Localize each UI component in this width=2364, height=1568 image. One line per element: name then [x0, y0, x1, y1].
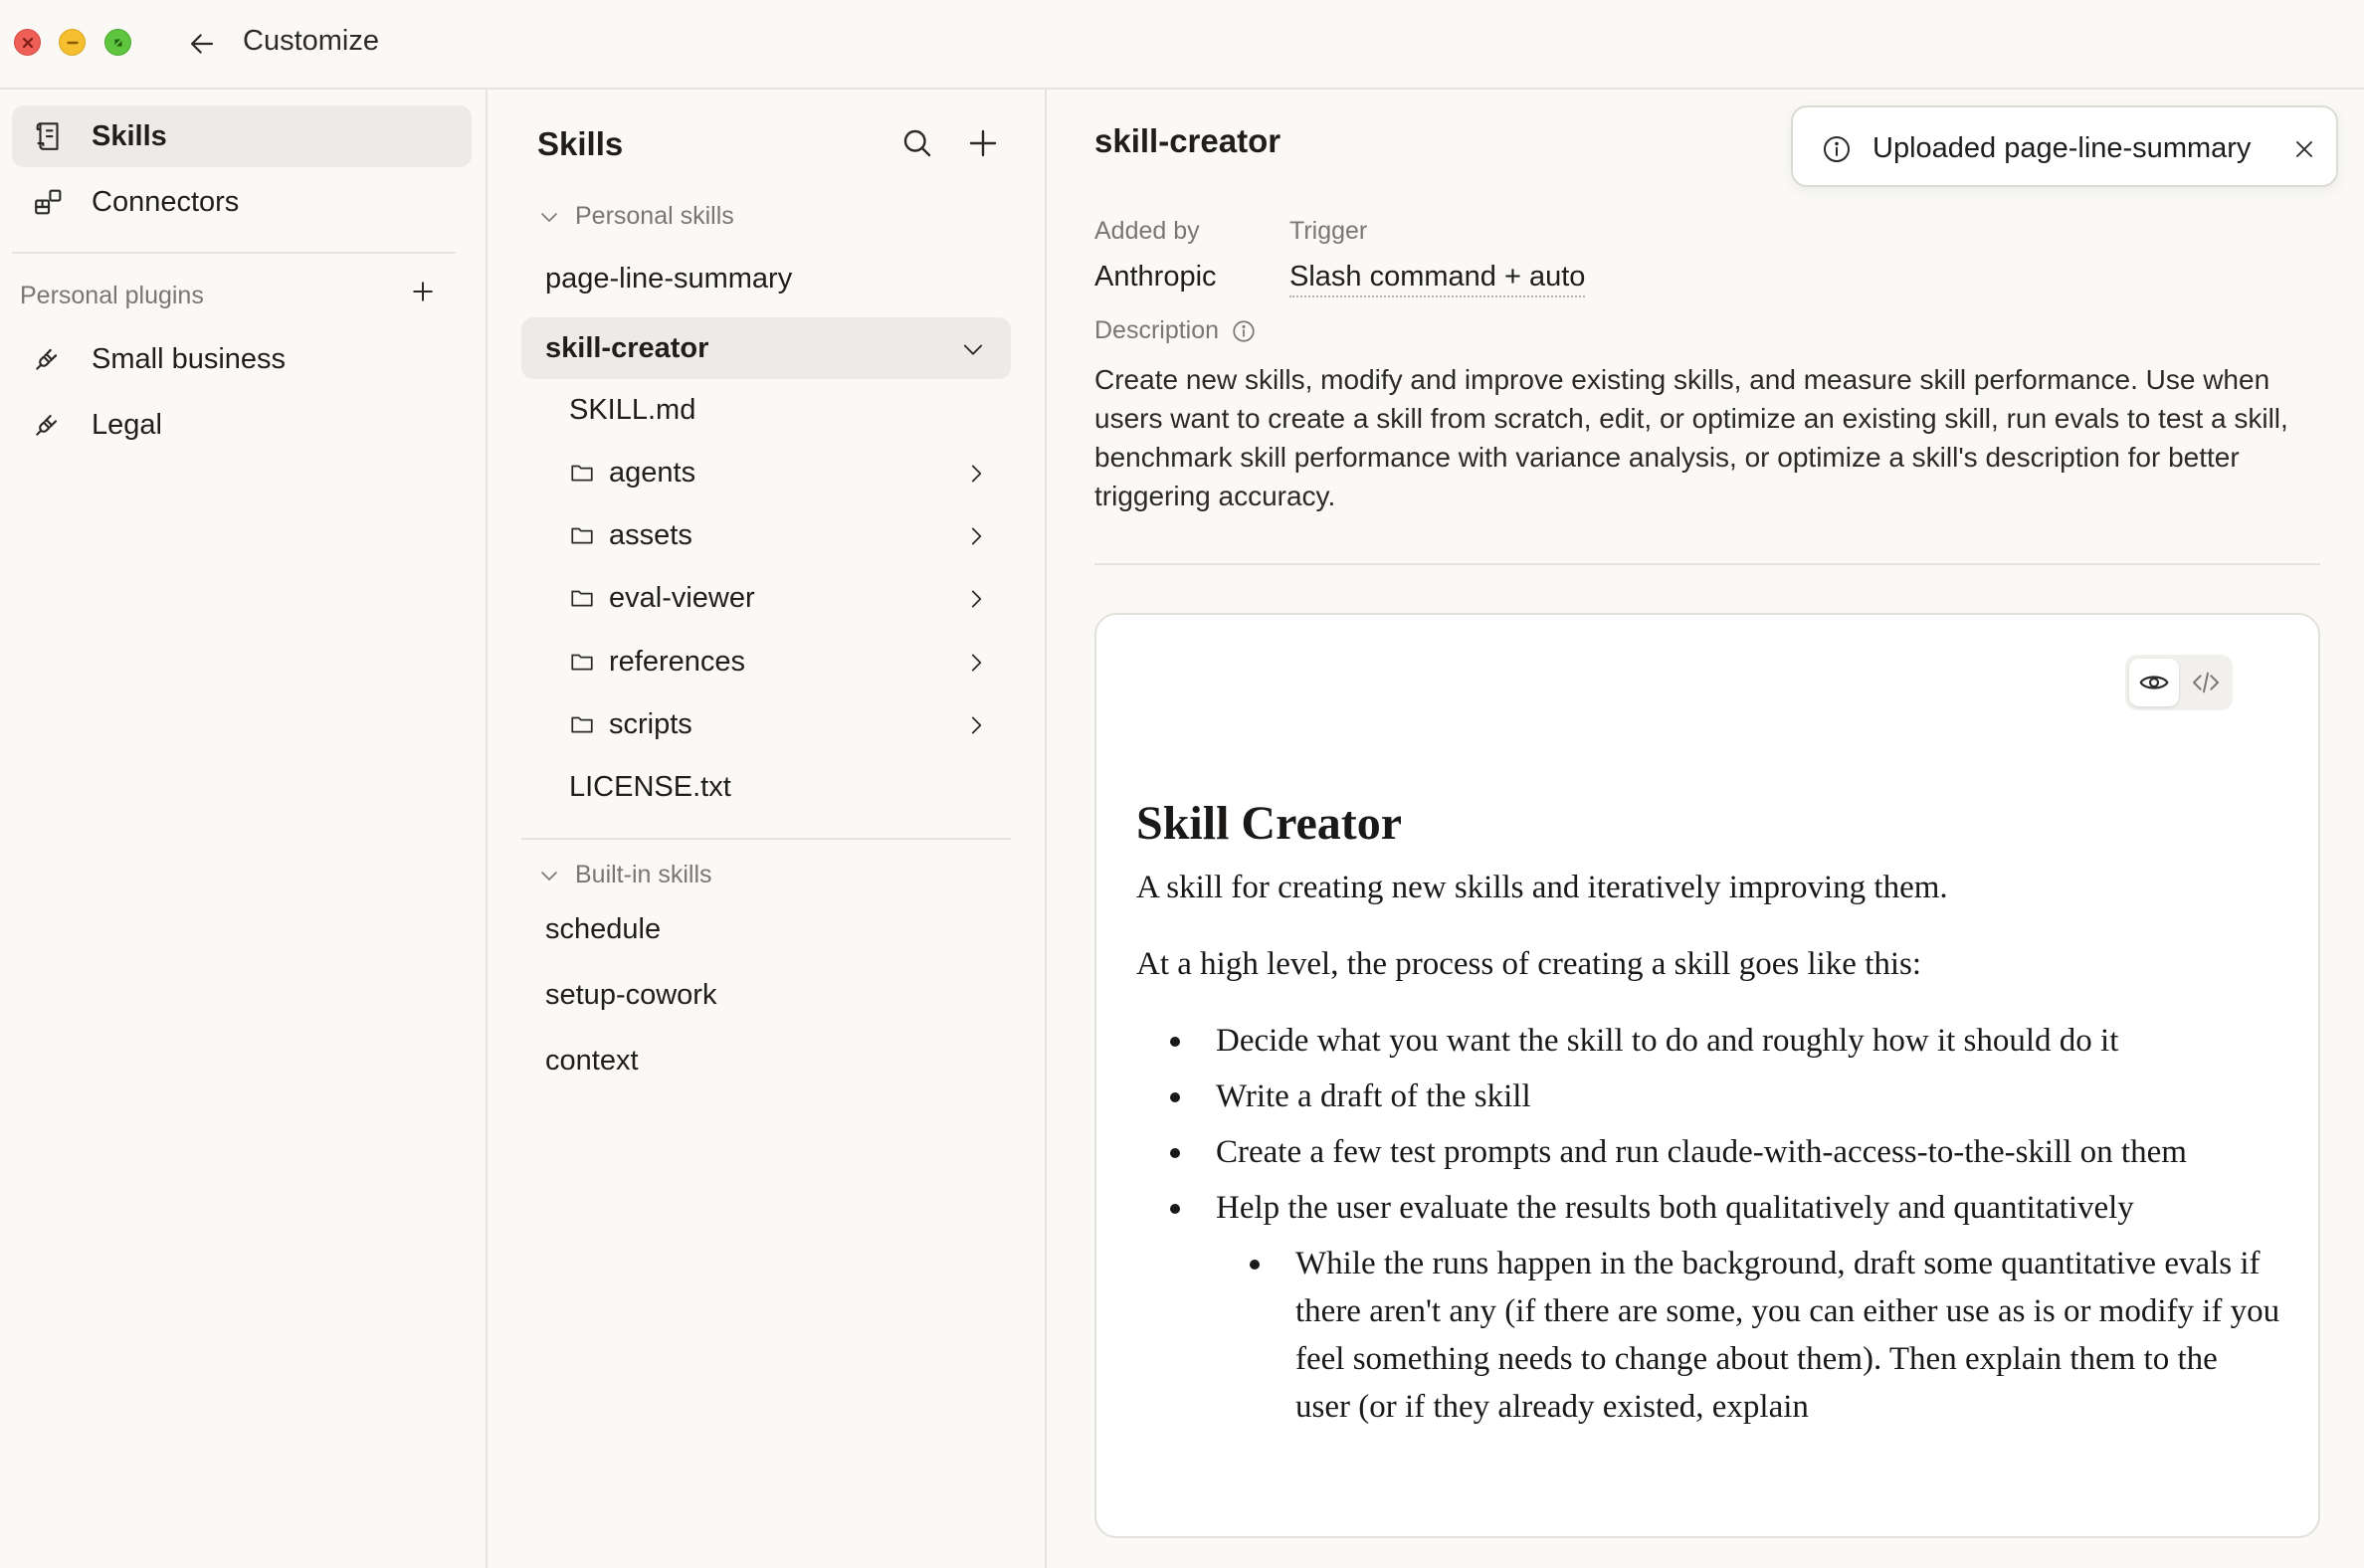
info-icon[interactable]: [1231, 318, 1257, 344]
file-label: LICENSE.txt: [569, 770, 731, 803]
trigger-label: Trigger: [1289, 217, 1368, 245]
preview-process-intro: At a high level, the process of creating a skill goes like this:: [1136, 946, 1922, 982]
divider: [1094, 563, 2320, 565]
divider: [521, 838, 1011, 840]
chevron-down-icon: [537, 205, 561, 229]
folder-item-scripts[interactable]: [569, 694, 1011, 754]
search-icon[interactable]: [899, 125, 935, 161]
divider: [12, 252, 456, 254]
skill-label: skill-creator: [545, 331, 709, 364]
sidebar-item-connectors[interactable]: [12, 171, 472, 233]
list-item: Create a few test prompts and run claude-with-access-to-the-skill on them: [1136, 1128, 2280, 1176]
sidebar-item-label: Small business: [92, 342, 287, 375]
info-icon: [1821, 133, 1853, 165]
personal-skills-toggle[interactable]: [537, 202, 734, 231]
plugins-heading: Personal plugins: [20, 282, 204, 309]
folder-icon: [569, 585, 595, 611]
skill-detail-panel: [1049, 90, 2364, 1568]
chevron-right-icon: [963, 712, 989, 738]
folder-label: assets: [609, 518, 692, 551]
upload-toast: [1791, 105, 2338, 187]
folder-label: scripts: [609, 707, 692, 740]
list-item: Write a draft of the skill: [1136, 1073, 2280, 1120]
skill-label: page-line-summary: [545, 262, 793, 294]
panel-title: Skills: [537, 125, 624, 162]
sidebar-item-small-business[interactable]: [12, 328, 472, 390]
folder-item-assets[interactable]: [569, 505, 1011, 565]
add-skill-icon[interactable]: [965, 125, 1001, 161]
list-item: Help the user evaluate the results both qualitatively and quantitatively: [1136, 1184, 2280, 1232]
list-item: Decide what you want the skill to do and roughly how it should do it: [1136, 1017, 2280, 1065]
window-close-button[interactable]: [14, 29, 41, 56]
window-minimize-button[interactable]: [59, 29, 86, 56]
folder-label: references: [609, 645, 746, 678]
connectors-icon: [32, 185, 66, 219]
description-text: Create new skills, modify and improve existing skills, and measure skill performance. Use when users want to create a skill from scratch, edit, or optimize an existing skill, run evals to test a skill, benchmark skill performance with variance analysis, or optimize a skill's description for better triggering accuracy.: [1094, 364, 2288, 511]
section-heading: Built-in skills: [575, 861, 712, 888]
sidebar-item-label: Legal: [92, 408, 162, 441]
folder-item-agents[interactable]: [569, 443, 1011, 502]
skill-item-schedule[interactable]: [521, 898, 1011, 960]
chevron-right-icon: [963, 586, 989, 612]
description-label: Description: [1094, 316, 1220, 344]
sidebar-item-label: Connectors: [92, 185, 240, 218]
folder-icon: [569, 522, 595, 548]
folder-item-eval-viewer[interactable]: [569, 568, 1011, 628]
preview-heading: Skill Creator: [1136, 797, 1403, 850]
added-by-value: Anthropic: [1094, 261, 1217, 293]
trigger-value[interactable]: Slash command + auto: [1289, 261, 1585, 297]
sidebar: [0, 90, 488, 1568]
plug-icon: [32, 342, 64, 374]
chevron-right-icon: [963, 461, 989, 487]
added-by-label: Added by: [1094, 217, 1200, 245]
skill-label: context: [545, 1044, 639, 1077]
window-title: Customize: [243, 25, 379, 57]
skill-item-context[interactable]: [521, 1030, 1011, 1091]
folder-icon: [569, 649, 595, 675]
section-heading: Personal skills: [575, 202, 734, 230]
window-zoom-button[interactable]: [104, 29, 131, 56]
toast-message: Uploaded page-line-summary: [1872, 132, 2252, 164]
close-icon[interactable]: [2290, 135, 2318, 163]
title-bar: [0, 0, 2364, 90]
skill-label: setup-cowork: [545, 978, 717, 1011]
eye-icon[interactable]: [2129, 659, 2179, 706]
file-item-skill-md[interactable]: [569, 380, 1011, 440]
sidebar-item-skills[interactable]: [12, 105, 472, 167]
skill-item-setup-cowork[interactable]: [521, 964, 1011, 1026]
chevron-down-icon[interactable]: [959, 335, 987, 363]
description-label-row: [1094, 316, 1257, 345]
folder-item-references[interactable]: [569, 632, 1011, 691]
folder-icon: [569, 460, 595, 486]
view-mode-toggle: [2125, 655, 2233, 710]
skill-label: schedule: [545, 912, 662, 945]
plug-icon: [32, 408, 64, 440]
back-arrow-icon[interactable]: [185, 27, 219, 61]
folder-label: eval-viewer: [609, 581, 755, 614]
skill-item-skill-creator[interactable]: [521, 317, 1011, 379]
chevron-right-icon: [963, 650, 989, 676]
sidebar-item-legal[interactable]: [12, 394, 472, 456]
code-icon[interactable]: [2181, 659, 2231, 706]
add-plugin-icon[interactable]: [408, 277, 438, 306]
file-item-license[interactable]: [569, 757, 1011, 817]
process-list: [1136, 1017, 2280, 1431]
builtin-skills-toggle[interactable]: [537, 861, 712, 889]
chevron-right-icon: [963, 523, 989, 549]
skill-item-page-line-summary[interactable]: [521, 248, 1011, 309]
preview-intro: A skill for creating new skills and iteratively improving them.: [1136, 870, 1948, 905]
markdown-content: [1136, 794, 2280, 1439]
skills-list-panel: [490, 90, 1047, 1568]
skills-icon: [32, 119, 66, 153]
chevron-down-icon: [537, 864, 561, 887]
folder-icon: [569, 711, 595, 737]
sidebar-item-label: Skills: [92, 119, 167, 152]
folder-label: agents: [609, 456, 696, 489]
sub-list-item: While the runs happen in the background, draft some quantitative evals if there aren't any (if there are some, you can either use as is or modify if you feel something needs to change about them). Then explain them to the user (or if they already existed, explain: [1136, 1240, 2280, 1431]
skill-file-preview: [1094, 613, 2320, 1538]
file-label: SKILL.md: [569, 393, 696, 426]
skill-title: skill-creator: [1094, 122, 1281, 159]
